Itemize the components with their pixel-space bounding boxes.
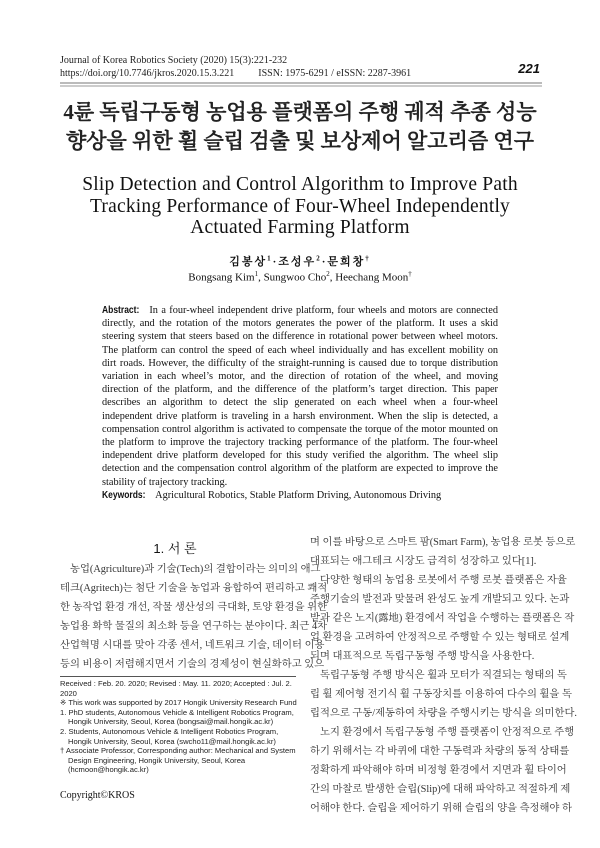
journal-header xyxy=(60,55,411,80)
body-line: 하기 위해서는 각 바퀴에 대한 구동력과 차량의 동적 상태를 xyxy=(310,746,570,757)
footnote-funding: ※ This work was supported by 2017 Hongik University Research Fund xyxy=(60,698,297,708)
korean-title xyxy=(0,98,600,156)
footnote-dates: Received : Feb. 20. 2020; Revised : May. 11. 2020; Accepted : Jul. 2. 2020 xyxy=(60,679,292,698)
author-name: 김봉상 xyxy=(229,256,268,268)
body-line: 노지 환경에서 독립구동형 주행 플랫폼이 안정적으로 주행 xyxy=(320,727,575,738)
keywords-label: Keywords: xyxy=(102,490,146,501)
body-line: 등의 비용이 저렴해지면서 기술의 경제성이 현실화하고 있으 xyxy=(60,659,325,670)
body-line: 한 농작업 환경 개선, 작물 생산성의 극대화, 토양 환경을 위한 xyxy=(60,602,328,613)
body-line: 농업용 화학 물질의 최소화 등을 연구하는 분야이다. 최근 4차 xyxy=(60,621,328,632)
left-column-body xyxy=(60,560,328,674)
body-line: 정확하게 파악해야 하며 비정형 환경에서 지면과 휠 타이어 xyxy=(310,765,567,776)
author-name: Bongsang Kim xyxy=(188,271,255,284)
doi-link[interactable]: https://doi.org/10.7746/jkros.2020.15.3.221 xyxy=(60,67,235,79)
header-divider xyxy=(60,82,542,87)
abstract-text: In a four-wheel independent drive platform, four wheels and motors are connected directly, and the rotation of the motors generates the power of the platform. It uses a skid steering system that steers based on the difference in rotational power between wheel motors. The platform can control the speed of each wheel individually and has excellent mobility on dirt roads. However, the difficulty of the straight-running is caused due to torque distribution variation in each wheel’s motor, and the direction of rotation of the wheel, and moving direction of the platform, and the difference of the platform’s target direction. This paper describes an algorithm to detect the slip generated on each wheel when a four-wheel independent drive platform is traveling in a harsh environment. When the slip is detected, a compensation control algorithm is activated to compensate the torque of the motor mounted on the platform to improve the trajectory tracking performance of the platform. The four-wheel independent drive platform developed for this study verified the algorithm. The wheel slip detection and the compensation control algorithm of the platform are expected to improve the stability of trajectory tracking. xyxy=(102,305,498,488)
body-line: 농업(Agriculture)과 기술(Tech)의 결합이라는 의미의 애그 xyxy=(70,564,321,575)
journal-citation: Journal of Korea Robotics Society (2020) 15(3):221-232 xyxy=(60,55,288,66)
author-affil: 1 xyxy=(254,270,259,278)
footnote-divider xyxy=(60,676,296,677)
author-name: 문희창 xyxy=(327,256,366,268)
body-line: 간의 마찰로 발생한 슬립(Slip)에 대해 파악하고 적절하게 제 xyxy=(310,784,571,795)
body-line: 독립구동형 주행 방식은 휠과 모터가 직결되는 형태의 독 xyxy=(320,670,567,681)
english-title xyxy=(0,174,600,239)
author-name: 조성우 xyxy=(278,256,317,268)
body-line: 산업혁명 시대를 맞아 각종 센서, 네트워크 기술, 데이터 이용 xyxy=(60,640,325,651)
footnote-corresponding: † Associate Professor, Corresponding author: Mechanical and System Design Engineering, Hongik University, Seoul, Korea (hcmoon@hongik.ac.kr) xyxy=(60,746,296,775)
section-heading: 1. 서 론 xyxy=(153,541,197,556)
page-number: 221 xyxy=(518,61,540,76)
english-authors: Bongsang Kim$^1$, Sungwoo Cho$^2$, Heechang Moon† xyxy=(188,270,412,284)
korean-authors: 김봉상$^1$·조성우$^2$·문희창† xyxy=(229,254,371,268)
body-line: 주행기술의 발전과 맞물려 완성도 높게 개발되고 있다. 논과 xyxy=(310,594,570,605)
abstract-label: Abstract: xyxy=(102,305,140,316)
korean-title-line: 향상을 위한 휠 슬립 검출 및 보상제어 알고리즘 연구 xyxy=(65,129,534,153)
body-line: 되며 대표적으로 독립구동형 주행 방식을 사용한다. xyxy=(310,651,535,662)
keywords-text: Agricultural Robotics, Stable Platform Driving, Autonomous Driving xyxy=(155,490,442,501)
english-title-line: Actuated Farming Platform xyxy=(190,217,410,238)
body-line: 다양한 형태의 농업용 로봇에서 주행 로봇 플랫폼은 자율 xyxy=(320,575,567,586)
author-affil: † xyxy=(365,254,371,263)
author-name: Sungwoo Cho xyxy=(263,271,327,284)
author-affil: † xyxy=(408,270,412,278)
english-title-line: Tracking Performance of Four-Wheel Independently xyxy=(89,195,511,217)
author-name: Heechang Moon xyxy=(335,271,409,284)
right-column-body xyxy=(310,533,577,818)
body-line: 대표되는 애그테크 시장도 급격히 성장하고 있다[1]. xyxy=(310,556,537,567)
copyright: Copyright©KROS xyxy=(60,790,135,801)
author-affil: 1 xyxy=(267,254,273,263)
english-title-line: Slip Detection and Control Algorithm to Improve Path xyxy=(82,174,518,195)
body-line: 립 휠 제어형 전기식 휠 구동장치를 이용하여 다수의 휠을 독 xyxy=(310,689,572,700)
korean-title-line: 4륜 독립구동형 농업용 플랫폼의 주행 궤적 추종 성능 xyxy=(63,100,537,124)
footnote-affiliation: 2. Students, Autonomous Vehicle & Intelligent Robotics Program, Hongik University, Seoul, Korea (swcho11@mail.hongik.ac.kr) xyxy=(60,726,279,746)
author-affil: 2 xyxy=(326,270,330,278)
body-line: 테크(Agritech)는 첨단 기술을 농업과 융합하여 편리하고 쾌적 xyxy=(60,583,328,594)
body-line: 며 이를 바탕으로 스마트 팜(Smart Farm), 농업용 로봇 등으로 xyxy=(310,537,576,548)
author-affil: 2 xyxy=(316,254,322,263)
abstract xyxy=(102,304,498,489)
body-line: 업 환경을 고려하여 안정적으로 주행할 수 있는 형태로 설계 xyxy=(310,632,570,643)
footnote-affiliation: 1. PhD students, Autonomous Vehicle & Intelligent Robotics Program, Hongik University, Seoul, Korea (bongsai@mail.hongik.ac.kr) xyxy=(60,707,294,727)
body-line: 밭과 같은 노지(露地) 환경에서 작업을 수행하는 플랫폼은 작 xyxy=(310,613,575,624)
keywords xyxy=(102,490,441,501)
footnotes xyxy=(60,679,298,775)
body-line: 립적으로 구동/제동하여 차량을 주행시키는 방식을 의미한다. xyxy=(310,708,577,719)
body-line: 어해야 한다. 슬립을 제어하기 위해 슬립의 양을 측정해야 하 xyxy=(310,803,572,814)
issn: ISSN: 1975-6291 / eISSN: 2287-3961 xyxy=(258,67,412,79)
